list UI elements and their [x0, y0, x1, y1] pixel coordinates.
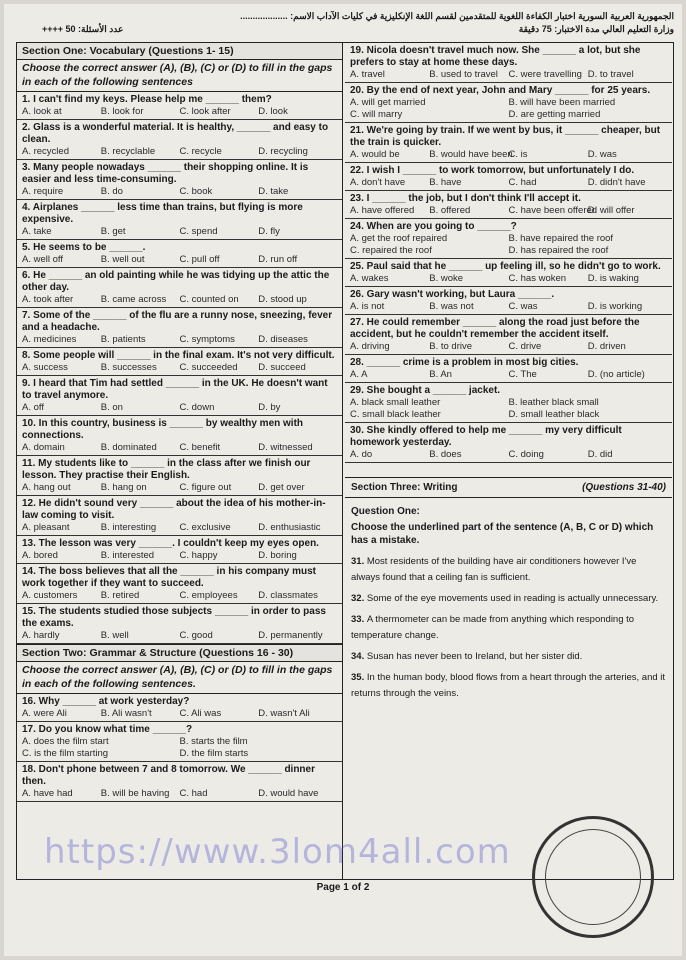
answer-option[interactable]: A. travel: [350, 69, 385, 80]
answer-option[interactable]: B. look for: [100, 106, 144, 117]
answer-option[interactable]: A. well off: [22, 254, 64, 265]
answer-option[interactable]: B. recyclable: [100, 146, 156, 157]
error-question: [345, 646, 672, 667]
answer-option[interactable]: B. would have been: [429, 149, 513, 160]
answer-option[interactable]: C. has woken: [508, 273, 567, 284]
header-right-line1: الجمهورية العربية السورية اختبار الكفاءة اللغوية للمتقدمين لقسم اللغة الإنكليزية في كليات الآداب الاسم: ...................: [240, 11, 674, 21]
question-item: [345, 163, 672, 191]
question-stem: 11. My students like to ______ in the class after we finish our lesson. They practise their English.: [22, 458, 311, 481]
answer-options: [22, 736, 337, 760]
answer-option[interactable]: B. offered: [429, 205, 471, 216]
answer-options: [22, 294, 337, 306]
error-question-text: Susan has never been to Ireland, but her sister did.: [366, 651, 583, 662]
answer-options: [350, 273, 667, 285]
error-question-number: 32.: [351, 593, 367, 604]
question-stem: 13. The lesson was very ______. I couldn't keep my eyes open.: [22, 538, 319, 549]
answer-option[interactable]: A. pleasant: [22, 522, 70, 533]
question-item: [17, 200, 342, 240]
answer-option[interactable]: B. does: [429, 449, 462, 460]
answer-option[interactable]: A. don't have: [350, 177, 406, 188]
answer-option[interactable]: D. enthusiastic: [258, 522, 321, 533]
answer-option[interactable]: D. the film starts: [179, 748, 249, 759]
answer-option[interactable]: D. look: [258, 106, 288, 117]
question-item: [17, 92, 342, 120]
right-column: [345, 43, 672, 879]
answer-option[interactable]: A. A: [350, 369, 368, 380]
question-item: [17, 564, 342, 604]
error-question-number: 33.: [351, 614, 367, 625]
answer-options: [22, 708, 337, 720]
answer-option[interactable]: C. recycle: [179, 146, 222, 157]
answer-options: [22, 482, 337, 494]
answer-option[interactable]: D. (no article): [587, 369, 645, 380]
question-item: [17, 240, 342, 268]
question-stem: 27. He could remember ______ along the road just before the accident, but he couldn't remember the accident itself.: [350, 317, 640, 340]
answer-option[interactable]: A. were Ali: [22, 708, 67, 719]
question-stem: 23. I ______ the job, but I don't think I'll accept it.: [350, 193, 581, 204]
error-question: [345, 588, 672, 609]
error-question: [345, 551, 672, 588]
question-stem: 25. Paul said that he ______ up feeling ill, so he didn't go to work.: [350, 261, 661, 272]
answer-option[interactable]: D. to travel: [587, 69, 634, 80]
grammar-question-list-right: [345, 43, 672, 463]
answer-options: [350, 449, 667, 461]
answer-options: [22, 630, 337, 642]
answer-option[interactable]: A. bored: [22, 550, 58, 561]
error-question-text: In the human body, blood flows from a heart through the arteries, and it returns through the veins.: [351, 672, 666, 699]
answer-options: [350, 205, 667, 217]
answer-option[interactable]: A. recycled: [22, 146, 69, 157]
answer-option[interactable]: B. woke: [429, 273, 464, 284]
answer-option[interactable]: D. classmates: [258, 590, 318, 601]
header-right-line2: وزارة التعليم العالي مدة الاختبار: 75 دقيقة: [518, 24, 674, 34]
answer-option[interactable]: D. wasn't Ali: [258, 708, 310, 719]
question-stem: 7. Some of the ______ of the flu are a runny nose, sneezing, fever and a headache.: [22, 310, 333, 333]
exam-header: [12, 10, 674, 44]
answer-options: [22, 186, 337, 198]
answer-option[interactable]: A. does the film start: [22, 736, 109, 747]
answer-option[interactable]: B. interesting: [100, 522, 157, 533]
question-item: [345, 315, 672, 355]
section2-instruction: Choose the correct answer (A), (B), (C) or (D) to fill in the gaps in each of the following sentences.: [17, 662, 342, 694]
answer-options: [22, 254, 337, 266]
section3-instruction: Choose the underlined part of the sentence (A, B, C or D) which has a mistake.: [351, 522, 654, 546]
answer-options: [350, 97, 667, 121]
answer-option[interactable]: D. by: [258, 402, 281, 413]
answer-option[interactable]: C. spend: [179, 226, 218, 237]
answer-option[interactable]: B. successes: [100, 362, 157, 373]
question-item: [17, 120, 342, 160]
answer-option[interactable]: B. used to travel: [429, 69, 498, 80]
answer-option[interactable]: D. boring: [258, 550, 297, 561]
answer-option[interactable]: D. was: [587, 149, 617, 160]
answer-option[interactable]: A. success: [22, 362, 68, 373]
answer-option[interactable]: D. has repaired the roof: [508, 245, 609, 256]
answer-option[interactable]: D. succeed: [258, 362, 306, 373]
question-item: [345, 423, 672, 463]
grammar-question-list-left: [17, 694, 342, 802]
header-right: [240, 10, 674, 36]
exam-page: [4, 4, 682, 956]
header-question-count: عدد الأسئلة: 50 ++++: [42, 24, 124, 34]
question-stem: 6. He ______ an old painting while he was tidying up the attic the other day.: [22, 270, 330, 293]
answer-option[interactable]: D. is waking: [587, 273, 639, 284]
answer-option[interactable]: B. get: [100, 226, 126, 237]
answer-option[interactable]: B. starts the film: [179, 736, 248, 747]
question-stem: 15. The students studied those subjects ______ in order to pass the exams.: [22, 606, 326, 629]
question-stem: 22. I wish I ______ to work tomorrow, but unfortunately I do.: [350, 165, 635, 176]
answer-option[interactable]: C. benefit: [179, 442, 221, 453]
section3-title: Section Three: Writing: [351, 482, 458, 493]
answer-option[interactable]: A. black small leather: [350, 397, 441, 408]
left-column: [17, 43, 343, 879]
error-question-number: 31.: [351, 556, 367, 567]
answer-option[interactable]: B. will have been married: [508, 97, 616, 108]
answer-option[interactable]: C. figure out: [179, 482, 232, 493]
answer-option[interactable]: B. came across: [100, 294, 167, 305]
error-question-text: Some of the eye movements used in reading is actually unnecessary.: [366, 593, 659, 604]
answer-option[interactable]: C. The: [508, 369, 537, 380]
answer-option[interactable]: D. witnessed: [258, 442, 313, 453]
answer-options: [350, 369, 667, 381]
question-item: [17, 376, 342, 416]
answer-option[interactable]: D. get over: [258, 482, 305, 493]
answer-option[interactable]: B. to drive: [429, 341, 473, 352]
answer-options: [22, 522, 337, 534]
answer-option[interactable]: B. retired: [100, 590, 140, 601]
answer-option[interactable]: A. require: [22, 186, 64, 197]
exam-body: [16, 42, 674, 880]
watermark-url: https://www.3lom4all.com: [44, 832, 511, 872]
answer-option[interactable]: C. repaired the roof: [350, 245, 432, 256]
question-one-label: Question One:: [351, 506, 420, 517]
error-question-text: A thermometer can be made from anything which responding to temperature change.: [351, 614, 635, 641]
question-stem: 18. Don't phone between 7 and 8 tomorrow. We ______ dinner then.: [22, 764, 315, 787]
answer-option[interactable]: B. patients: [100, 334, 146, 345]
answer-options: [22, 362, 337, 374]
answer-options: [22, 226, 337, 238]
question-stem: 29. She bought a ______ jacket.: [350, 385, 501, 396]
answer-option[interactable]: C. good: [179, 630, 213, 641]
answer-option[interactable]: C. happy: [179, 550, 218, 561]
question-item: [345, 287, 672, 315]
question-stem: 26. Gary wasn't working, but Laura ______.: [350, 289, 555, 300]
error-question-number: 35.: [351, 672, 367, 683]
question-stem: 21. We're going by train. If we went by bus, it ______ cheaper, but the train is quicker.: [350, 125, 661, 148]
question-item: [17, 762, 342, 802]
header-left: [42, 23, 123, 36]
answer-options: [350, 301, 667, 313]
answer-option[interactable]: A. took after: [22, 294, 74, 305]
answer-option[interactable]: B. will be having: [100, 788, 170, 799]
answer-option[interactable]: A. wakes: [350, 273, 389, 284]
answer-option[interactable]: A. do: [350, 449, 373, 460]
answer-option[interactable]: D. is working: [587, 301, 643, 312]
question-item: [345, 355, 672, 383]
question-stem: 10. In this country, business is ______ by wealthy men with connections.: [22, 418, 304, 441]
question-stem: 9. I heard that Tim had settled ______ in the UK. He doesn't want to travel anymore.: [22, 378, 328, 401]
question-item: [17, 694, 342, 722]
section3-range: (Questions 31-40): [582, 482, 666, 493]
answer-option[interactable]: B. do: [100, 186, 123, 197]
answer-options: [22, 334, 337, 346]
answer-option[interactable]: B. was not: [429, 301, 474, 312]
answer-option[interactable]: A. would be: [350, 149, 400, 160]
answer-option[interactable]: C. exclusive: [179, 522, 231, 533]
answer-option[interactable]: C. Ali was: [179, 708, 222, 719]
error-question: [345, 609, 672, 646]
answer-option[interactable]: B. Ali wasn't: [100, 708, 152, 719]
answer-options: [22, 146, 337, 158]
answer-option[interactable]: D. permanently: [258, 630, 323, 641]
question-stem: 12. He didn't sound very ______ about the idea of his mother-in-law coming to visit.: [22, 498, 326, 521]
answer-options: [22, 590, 337, 602]
error-question-list: [345, 551, 672, 704]
answer-option[interactable]: A. customers: [22, 590, 78, 601]
question-item: [17, 456, 342, 496]
answer-option[interactable]: D. diseases: [258, 334, 308, 345]
answer-option[interactable]: B. hang on: [100, 482, 147, 493]
answer-option[interactable]: B. dominated: [100, 442, 157, 453]
answer-option[interactable]: D. would have: [258, 788, 319, 799]
answer-options: [350, 341, 667, 353]
answer-option[interactable]: B. on: [100, 402, 123, 413]
answer-option[interactable]: C. succeeded: [179, 362, 238, 373]
question-stem: 5. He seems to be ______.: [22, 242, 146, 253]
question-item: [17, 722, 342, 762]
answer-option[interactable]: D. are getting married: [508, 109, 601, 120]
answer-option[interactable]: B. well out: [100, 254, 145, 265]
question-item: [345, 83, 672, 123]
answer-option[interactable]: A. get the roof repaired: [350, 233, 448, 244]
answer-option[interactable]: C. book: [179, 186, 213, 197]
question-stem: 1. I can't find my keys. Please help me ______ them?: [22, 94, 272, 105]
answer-option[interactable]: C. is: [508, 149, 528, 160]
answer-option[interactable]: C. had: [179, 788, 208, 799]
answer-options: [22, 442, 337, 454]
question-stem: 16. Why ______ at work yesterday?: [22, 696, 190, 707]
question-item: [17, 268, 342, 308]
answer-option[interactable]: B. have: [429, 177, 462, 188]
error-question-text: Most residents of the building have air conditioners however I've always found that a ceiling fan is sufficient.: [351, 556, 637, 583]
answer-option[interactable]: C. is the film starting: [22, 748, 109, 759]
answer-option[interactable]: D. driven: [587, 341, 626, 352]
section3-header: [345, 477, 672, 498]
answer-option[interactable]: C. small black leather: [350, 409, 441, 420]
question-stem: 3. Many people nowadays ______ their shopping online. It is easier and less time-consuming.: [22, 162, 309, 185]
answer-option[interactable]: C. look after: [179, 106, 231, 117]
answer-option[interactable]: D. didn't have: [587, 177, 646, 188]
answer-option[interactable]: C. had: [508, 177, 537, 188]
answer-option[interactable]: B. well: [100, 630, 129, 641]
answer-options: [350, 177, 667, 189]
answer-option[interactable]: A. off: [22, 402, 45, 413]
answer-options: [350, 69, 667, 81]
answer-options: [22, 550, 337, 562]
question-item: [17, 160, 342, 200]
question-item: [345, 259, 672, 287]
question-stem: 30. She kindly offered to help me ______ my very difficult homework yesterday.: [350, 425, 622, 448]
question-stem: 4. Airplanes ______ less time than trains, but flying is more expensive.: [22, 202, 303, 225]
official-stamp: [532, 816, 654, 938]
answer-option[interactable]: A. look at: [22, 106, 62, 117]
answer-option[interactable]: A. take: [22, 226, 52, 237]
answer-option[interactable]: D. take: [258, 186, 289, 197]
question-item: [345, 219, 672, 259]
question-item: [17, 416, 342, 456]
answer-option[interactable]: A. medicines: [22, 334, 77, 345]
answer-option[interactable]: C. was: [508, 301, 538, 312]
question-stem: 14. The boss believes that all the ______ in his company must work together if they want to succeed.: [22, 566, 316, 589]
question-stem: 2. Glass is a wonderful material. It is healthy, ______ and easy to clean.: [22, 122, 329, 145]
answer-options: [350, 149, 667, 161]
question-item: [17, 604, 342, 644]
answer-options: [22, 402, 337, 414]
question-stem: 24. When are you going to ______?: [350, 221, 517, 232]
question-stem: 8. Some people will ______ in the final exam. It's not very difficult.: [22, 350, 335, 361]
question-stem: 19. Nicola doesn't travel much now. She ______ a lot, but she prefers to stay at home these days.: [350, 45, 641, 68]
answer-option[interactable]: D. will offer: [587, 205, 635, 216]
section2-title: Section Two: Grammar & Structure (Questions 16 - 30): [17, 644, 342, 662]
section1-instruction: Choose the correct answer (A), (B), (C) or (D) to fill in the gaps in each of the following sentences: [17, 60, 342, 92]
question-item: [17, 496, 342, 536]
answer-options: [350, 233, 667, 257]
question-item: [345, 191, 672, 219]
answer-option[interactable]: D. did: [587, 449, 613, 460]
question-item: [17, 348, 342, 376]
answer-option[interactable]: A. domain: [22, 442, 65, 453]
spacer: [345, 463, 672, 477]
question-stem: 17. Do you know what time ______?: [22, 724, 193, 735]
answer-option[interactable]: D. run off: [258, 254, 298, 265]
answer-options: [22, 788, 337, 800]
answer-option[interactable]: C. down: [179, 402, 215, 413]
answer-option[interactable]: A. hang out: [22, 482, 71, 493]
question-item: [345, 383, 672, 423]
answer-option[interactable]: B. leather black small: [508, 397, 599, 408]
answer-option[interactable]: A. is not: [350, 301, 385, 312]
vocab-question-list: [17, 92, 342, 644]
question-item: [345, 123, 672, 163]
answer-option[interactable]: A. hardly: [22, 630, 60, 641]
error-question: [345, 667, 672, 704]
answer-options: [350, 397, 667, 421]
answer-option[interactable]: A. have had: [22, 788, 73, 799]
answer-option[interactable]: B. interested: [100, 550, 155, 561]
answer-option[interactable]: B. An: [429, 369, 452, 380]
answer-option[interactable]: A. will get married: [350, 97, 426, 108]
answer-option[interactable]: C. will marry: [350, 109, 403, 120]
section1-title: Section One: Vocabulary (Questions 1- 15): [17, 43, 342, 60]
question-item: [345, 43, 672, 83]
answer-option[interactable]: C. drive: [508, 341, 542, 352]
question-stem: 20. By the end of next year, John and Mary ______ for 25 years.: [350, 85, 651, 96]
answer-option[interactable]: C. doing: [508, 449, 544, 460]
answer-option[interactable]: D. recycling: [258, 146, 308, 157]
question-item: [17, 308, 342, 348]
error-question-number: 34.: [351, 651, 367, 662]
answer-option[interactable]: A. have offered: [350, 205, 415, 216]
answer-option[interactable]: C. employees: [179, 590, 238, 601]
page-number: Page 1 of 2: [316, 882, 370, 893]
answer-option[interactable]: D. small leather black: [508, 409, 600, 420]
answer-option[interactable]: C. symptoms: [179, 334, 235, 345]
answer-option[interactable]: C. were travelling: [508, 69, 582, 80]
answer-option[interactable]: C. pull off: [179, 254, 220, 265]
answer-option[interactable]: C. counted on: [179, 294, 239, 305]
answer-option[interactable]: D. fly: [258, 226, 280, 237]
answer-option[interactable]: D. stood up: [258, 294, 307, 305]
question-stem: 28. ______ crime is a problem in most big cities.: [350, 357, 579, 368]
answer-option[interactable]: A. driving: [350, 341, 390, 352]
answer-options: [22, 106, 337, 118]
answer-option[interactable]: B. have repaired the roof: [508, 233, 614, 244]
question-item: [17, 536, 342, 564]
answer-option[interactable]: C. have been offered: [508, 205, 598, 216]
